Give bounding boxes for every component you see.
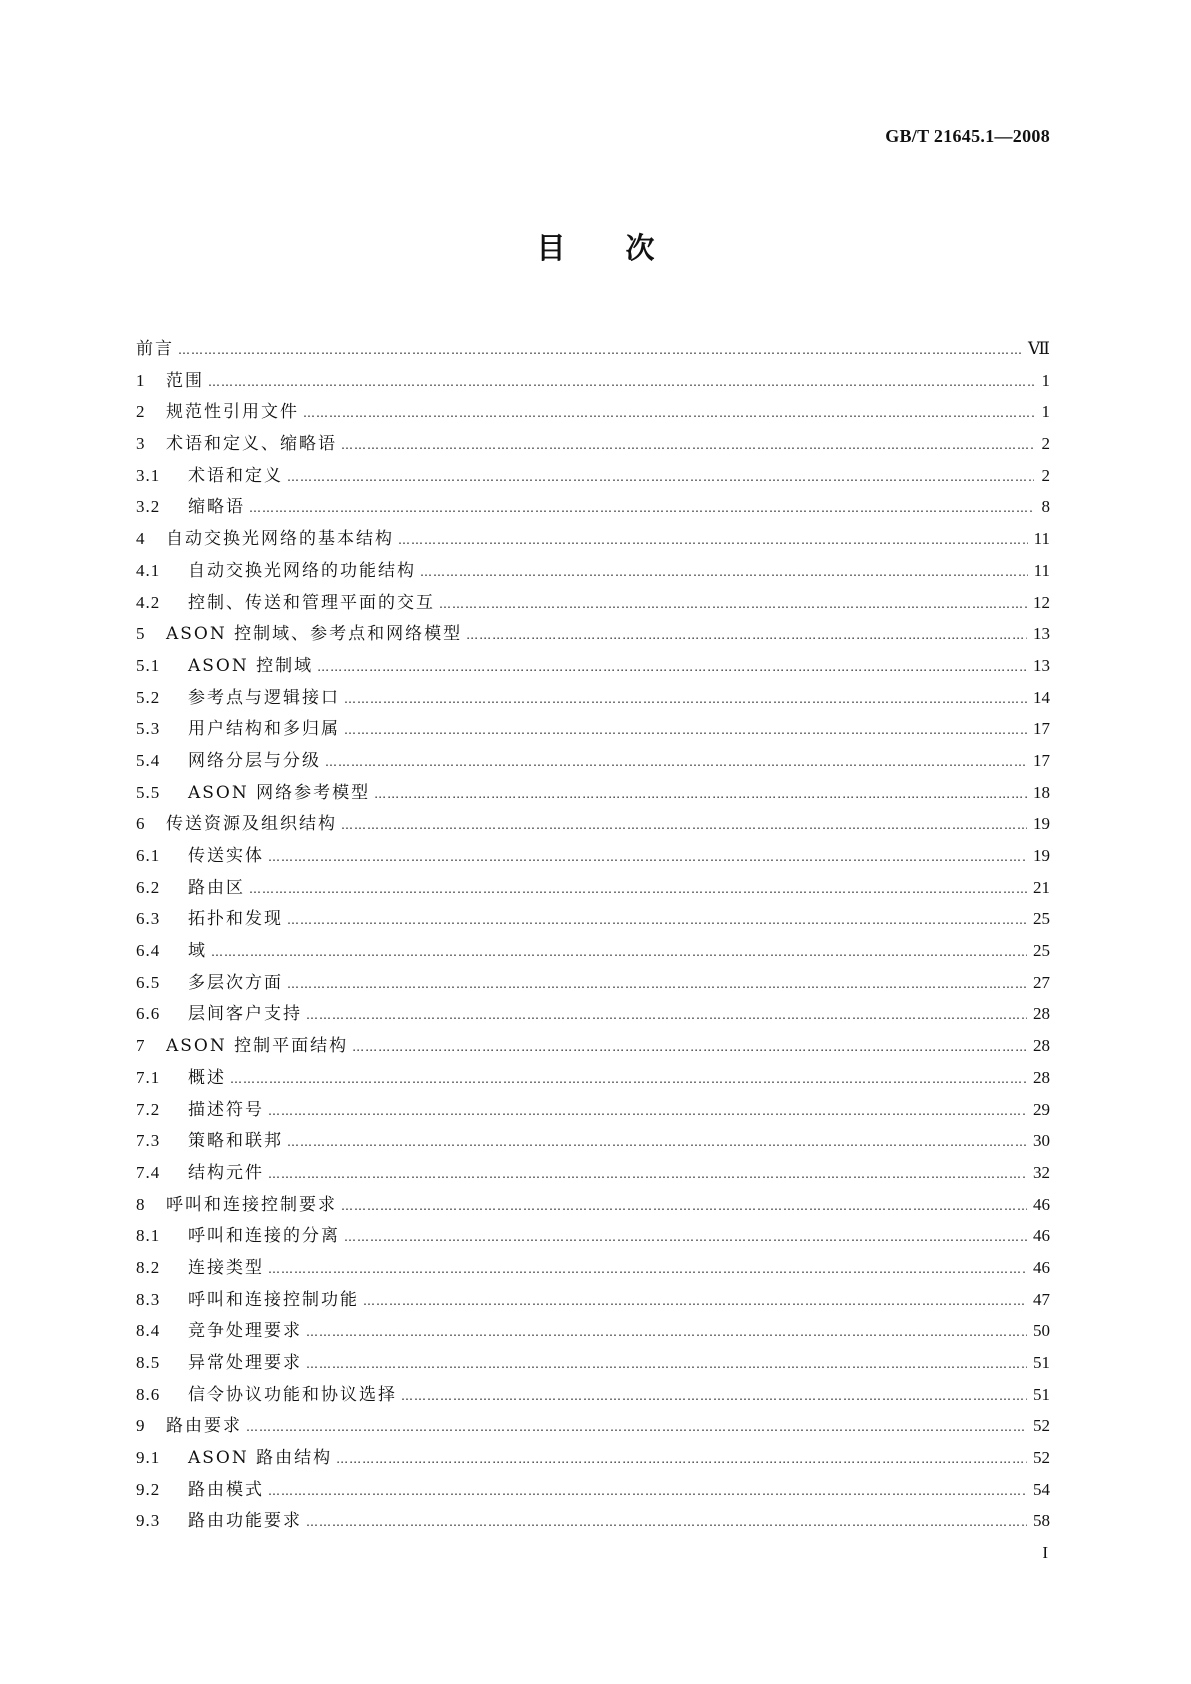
toc-leader-dots xyxy=(178,335,1022,367)
toc-entry-page: 47 xyxy=(1033,1289,1050,1309)
page-title: 目次 xyxy=(536,231,715,265)
toc-entry-page: 12 xyxy=(1033,592,1050,612)
toc-entry-number: 9 xyxy=(136,1416,146,1436)
toc-entry[interactable] xyxy=(136,1220,1050,1252)
toc-entry-page: 25 xyxy=(1033,909,1050,929)
toc-entry-number: 6.4 xyxy=(136,941,161,961)
toc-entry-page: 13 xyxy=(1033,624,1050,644)
table-of-contents xyxy=(136,333,1050,1537)
toc-entry[interactable] xyxy=(136,1347,1050,1379)
toc-entry[interactable] xyxy=(136,1442,1050,1474)
toc-entry-number: 6.3 xyxy=(136,909,161,929)
toc-entry-number: 8.3 xyxy=(136,1289,161,1309)
toc-entry-title: ASON 路由结构 xyxy=(188,1448,333,1469)
toc-entry-title: 策略和联邦 xyxy=(188,1131,283,1152)
toc-entry-number: 6.2 xyxy=(136,877,161,897)
toc-leader-dots xyxy=(268,1159,1027,1191)
toc-entry-page: 46 xyxy=(1033,1226,1050,1246)
toc-leader-dots xyxy=(401,1381,1027,1413)
toc-entry-title: 传送实体 xyxy=(188,846,264,866)
toc-entry[interactable] xyxy=(136,1062,1050,1094)
toc-leader-dots xyxy=(249,874,1027,906)
toc-leader-dots xyxy=(287,462,1034,494)
toc-entry-page: Ⅶ xyxy=(1028,339,1050,358)
toc-entry-page: 11 xyxy=(1033,529,1050,549)
toc-entry-title: 自动交换光网络的功能结构 xyxy=(188,560,416,581)
toc-entry[interactable] xyxy=(136,333,1050,365)
toc-entry-title: 路由模式 xyxy=(188,1479,264,1500)
toc-entry-title: 用户结构和多归属 xyxy=(188,719,340,740)
toc-entry-number: 5.1 xyxy=(136,655,161,675)
toc-entry-title: 参考点与逻辑接口 xyxy=(188,687,340,708)
toc-leader-dots xyxy=(287,905,1027,937)
toc-entry[interactable] xyxy=(136,1189,1050,1221)
toc-entry-number: 8.2 xyxy=(136,1257,161,1277)
toc-leader-dots xyxy=(211,937,1027,969)
toc-entry-number: 3.1 xyxy=(136,465,161,485)
toc-entry-page: 18 xyxy=(1033,782,1050,802)
toc-entry-number: 8.5 xyxy=(136,1353,161,1372)
toc-leader-dots xyxy=(303,398,1034,430)
toc-entry-page: 28 xyxy=(1033,1004,1050,1024)
toc-leader-dots xyxy=(352,1032,1027,1064)
toc-entry-number: 9.2 xyxy=(136,1479,161,1499)
toc-entry[interactable] xyxy=(136,618,1050,650)
toc-entry-number: 4.2 xyxy=(136,592,161,612)
toc-entry-number: 2 xyxy=(136,402,146,422)
toc-leader-dots xyxy=(336,1444,1027,1476)
toc-entry-number: 4.1 xyxy=(136,560,161,580)
toc-entry[interactable] xyxy=(136,1125,1050,1157)
toc-leader-dots xyxy=(208,367,1034,399)
toc-entry-page: 46 xyxy=(1033,1257,1050,1277)
toc-entry-page: 2 xyxy=(1041,434,1050,454)
toc-entry[interactable] xyxy=(136,903,1050,935)
toc-entry-number: 8.1 xyxy=(136,1226,161,1246)
toc-entry-title: 规范性引用文件 xyxy=(166,402,299,423)
toc-entry-title: 描述符号 xyxy=(188,1099,264,1120)
page-number: I xyxy=(1042,1543,1048,1562)
toc-entry-page: 30 xyxy=(1033,1131,1050,1151)
toc-entry-page: 54 xyxy=(1033,1479,1050,1499)
toc-entry-title: 结构元件 xyxy=(188,1162,264,1183)
toc-entry[interactable] xyxy=(136,1157,1050,1189)
toc-entry-title: 层间客户支持 xyxy=(188,1004,302,1025)
toc-entry-title: 传送资源及组织结构 xyxy=(166,814,337,835)
toc-leader-dots xyxy=(287,969,1027,1001)
toc-leader-dots xyxy=(341,810,1027,842)
toc-leader-dots xyxy=(439,589,1027,621)
toc-entry[interactable] xyxy=(136,491,1050,523)
toc-entry-title: 前言 xyxy=(136,339,174,359)
toc-entry-number: 7.2 xyxy=(136,1099,161,1119)
toc-entry-page: 14 xyxy=(1033,687,1050,707)
toc-entry-page: 2 xyxy=(1041,465,1050,485)
toc-entry-number: 5 xyxy=(136,624,146,644)
toc-entry-title: 概述 xyxy=(188,1067,226,1088)
toc-entry-number: 7 xyxy=(136,1036,146,1056)
toc-entry-title: 连接类型 xyxy=(188,1257,264,1278)
toc-entry[interactable] xyxy=(136,872,1050,904)
toc-entry[interactable] xyxy=(136,1252,1050,1284)
toc-entry-title: 多层次方面 xyxy=(188,972,283,993)
toc-leader-dots xyxy=(306,1507,1027,1539)
toc-entry-page: 27 xyxy=(1033,972,1050,992)
toc-leader-dots xyxy=(249,493,1034,525)
toc-leader-dots xyxy=(344,684,1027,716)
toc-entry-page: 17 xyxy=(1033,719,1050,739)
toc-entry[interactable] xyxy=(136,808,1050,840)
toc-entry-title: 呼叫和连接的分离 xyxy=(188,1226,340,1247)
toc-entry-number: 6.5 xyxy=(136,972,161,992)
toc-entry-page: 46 xyxy=(1033,1194,1050,1214)
toc-entry-page: 1 xyxy=(1041,402,1050,422)
toc-entry-number: 6.1 xyxy=(136,846,161,865)
toc-entry-page: 51 xyxy=(1033,1353,1050,1372)
toc-entry-title: 自动交换光网络的基本结构 xyxy=(166,529,394,550)
toc-entry-page: 29 xyxy=(1033,1099,1050,1119)
toc-entry-title: 域 xyxy=(188,941,207,962)
toc-entry[interactable] xyxy=(136,777,1050,809)
toc-entry-number: 6 xyxy=(136,814,146,834)
toc-entry[interactable] xyxy=(136,428,1050,460)
toc-entry-page: 52 xyxy=(1033,1448,1050,1468)
toc-leader-dots xyxy=(306,1317,1027,1349)
toc-entry-number: 8.6 xyxy=(136,1384,161,1404)
toc-entry[interactable] xyxy=(136,587,1050,619)
toc-entry-number: 3.2 xyxy=(136,497,161,517)
toc-entry-title: 呼叫和连接控制要求 xyxy=(166,1194,337,1215)
toc-entry[interactable] xyxy=(136,555,1050,587)
toc-entry-title: 拓扑和发现 xyxy=(188,909,283,930)
toc-leader-dots xyxy=(341,430,1034,462)
toc-entry-page: 17 xyxy=(1033,750,1050,770)
toc-entry-title: ASON 控制域、参考点和网络模型 xyxy=(166,624,463,645)
toc-entry[interactable] xyxy=(136,1315,1050,1347)
toc-entry-number: 5.4 xyxy=(136,750,161,770)
toc-entry[interactable] xyxy=(136,650,1050,682)
toc-entry-number: 7.4 xyxy=(136,1162,161,1182)
toc-entry[interactable] xyxy=(136,1505,1050,1537)
toc-entry-page: 1 xyxy=(1041,370,1050,390)
toc-leader-dots xyxy=(268,1476,1027,1508)
toc-leader-dots xyxy=(306,1349,1027,1381)
toc-leader-dots xyxy=(398,525,1028,557)
toc-entry-number: 7.1 xyxy=(136,1067,161,1087)
toc-entry-page: 25 xyxy=(1033,941,1050,961)
toc-entry-number: 9.3 xyxy=(136,1511,161,1531)
toc-leader-dots xyxy=(306,1000,1027,1032)
toc-entry-title: 缩略语 xyxy=(188,497,245,518)
toc-leader-dots xyxy=(268,1096,1027,1128)
toc-entry-title: 术语和定义 xyxy=(188,465,283,486)
toc-entry-number: 7.3 xyxy=(136,1131,161,1151)
toc-entry-title: 呼叫和连接控制功能 xyxy=(188,1289,359,1310)
toc-entry-page: 28 xyxy=(1033,1036,1050,1056)
toc-entry[interactable] xyxy=(136,1410,1050,1442)
toc-entry-number: 8 xyxy=(136,1194,146,1214)
toc-entry-number: 5.3 xyxy=(136,719,161,739)
toc-leader-dots xyxy=(420,557,1028,589)
toc-entry-title: 路由功能要求 xyxy=(188,1511,302,1532)
toc-entry[interactable] xyxy=(136,998,1050,1030)
toc-entry-page: 50 xyxy=(1033,1321,1050,1341)
toc-entry[interactable] xyxy=(136,1379,1050,1411)
toc-entry[interactable] xyxy=(136,935,1050,967)
toc-entry-page: 32 xyxy=(1033,1162,1050,1182)
toc-leader-dots xyxy=(466,620,1027,652)
toc-entry-page: 11 xyxy=(1033,560,1050,580)
toc-entry[interactable] xyxy=(136,967,1050,999)
toc-entry-title: ASON 网络参考模型 xyxy=(188,782,371,803)
toc-leader-dots xyxy=(325,747,1027,779)
toc-entry-page: 52 xyxy=(1033,1416,1050,1436)
toc-entry[interactable] xyxy=(136,396,1050,428)
toc-entry-title: ASON 控制域 xyxy=(188,655,314,676)
toc-entry-number: 4 xyxy=(136,529,146,549)
toc-leader-dots xyxy=(230,1064,1027,1096)
toc-leader-dots xyxy=(363,1286,1027,1318)
toc-entry-title: 竞争处理要求 xyxy=(188,1321,302,1342)
toc-leader-dots xyxy=(268,1254,1027,1286)
toc-entry[interactable] xyxy=(136,1094,1050,1126)
toc-entry-title: 范围 xyxy=(166,370,204,391)
toc-entry[interactable] xyxy=(136,713,1050,745)
toc-entry-page: 8 xyxy=(1041,497,1050,517)
toc-entry-title: 控制、传送和管理平面的交互 xyxy=(188,592,435,613)
toc-leader-dots xyxy=(287,1127,1027,1159)
standard-number: GB/T 21645.1—2008 xyxy=(885,126,1050,146)
toc-entry-number: 1 xyxy=(136,370,146,390)
toc-leader-dots xyxy=(246,1412,1027,1444)
toc-entry[interactable] xyxy=(136,365,1050,397)
toc-entry-page: 58 xyxy=(1033,1511,1050,1531)
toc-entry-page: 28 xyxy=(1033,1067,1050,1087)
toc-leader-dots xyxy=(317,652,1027,684)
toc-entry-page: 21 xyxy=(1033,877,1050,897)
toc-entry-page: 51 xyxy=(1033,1384,1050,1404)
toc-entry-number: 8.4 xyxy=(136,1321,161,1341)
toc-entry-page: 19 xyxy=(1033,846,1050,865)
toc-entry-page: 13 xyxy=(1033,655,1050,675)
toc-entry-title: 异常处理要求 xyxy=(188,1353,302,1373)
toc-entry[interactable] xyxy=(136,1030,1050,1062)
toc-entry-title: ASON 控制平面结构 xyxy=(166,1036,349,1057)
toc-entry[interactable] xyxy=(136,682,1050,714)
toc-entry-number: 5.2 xyxy=(136,687,161,707)
toc-entry-title: 信令协议功能和协议选择 xyxy=(188,1384,397,1405)
toc-entry-title: 路由区 xyxy=(188,877,245,898)
toc-leader-dots xyxy=(341,1191,1027,1223)
toc-leader-dots xyxy=(268,842,1027,874)
toc-entry-number: 9.1 xyxy=(136,1448,161,1468)
toc-entry-number: 3 xyxy=(136,434,146,454)
toc-entry[interactable] xyxy=(136,1284,1050,1316)
toc-entry-page: 19 xyxy=(1033,814,1050,834)
toc-leader-dots xyxy=(344,715,1027,747)
toc-entry[interactable] xyxy=(136,1474,1050,1506)
toc-entry[interactable] xyxy=(136,523,1050,555)
toc-entry-number: 5.5 xyxy=(136,782,161,802)
toc-entry[interactable] xyxy=(136,745,1050,777)
toc-entry[interactable] xyxy=(136,840,1050,872)
toc-leader-dots xyxy=(374,779,1027,811)
toc-entry-title: 网络分层与分级 xyxy=(188,750,321,771)
toc-entry-title: 术语和定义、缩略语 xyxy=(166,434,337,455)
toc-entry[interactable] xyxy=(136,460,1050,492)
toc-entry-title: 路由要求 xyxy=(166,1416,242,1437)
toc-entry-number: 6.6 xyxy=(136,1004,161,1024)
toc-leader-dots xyxy=(344,1222,1027,1254)
